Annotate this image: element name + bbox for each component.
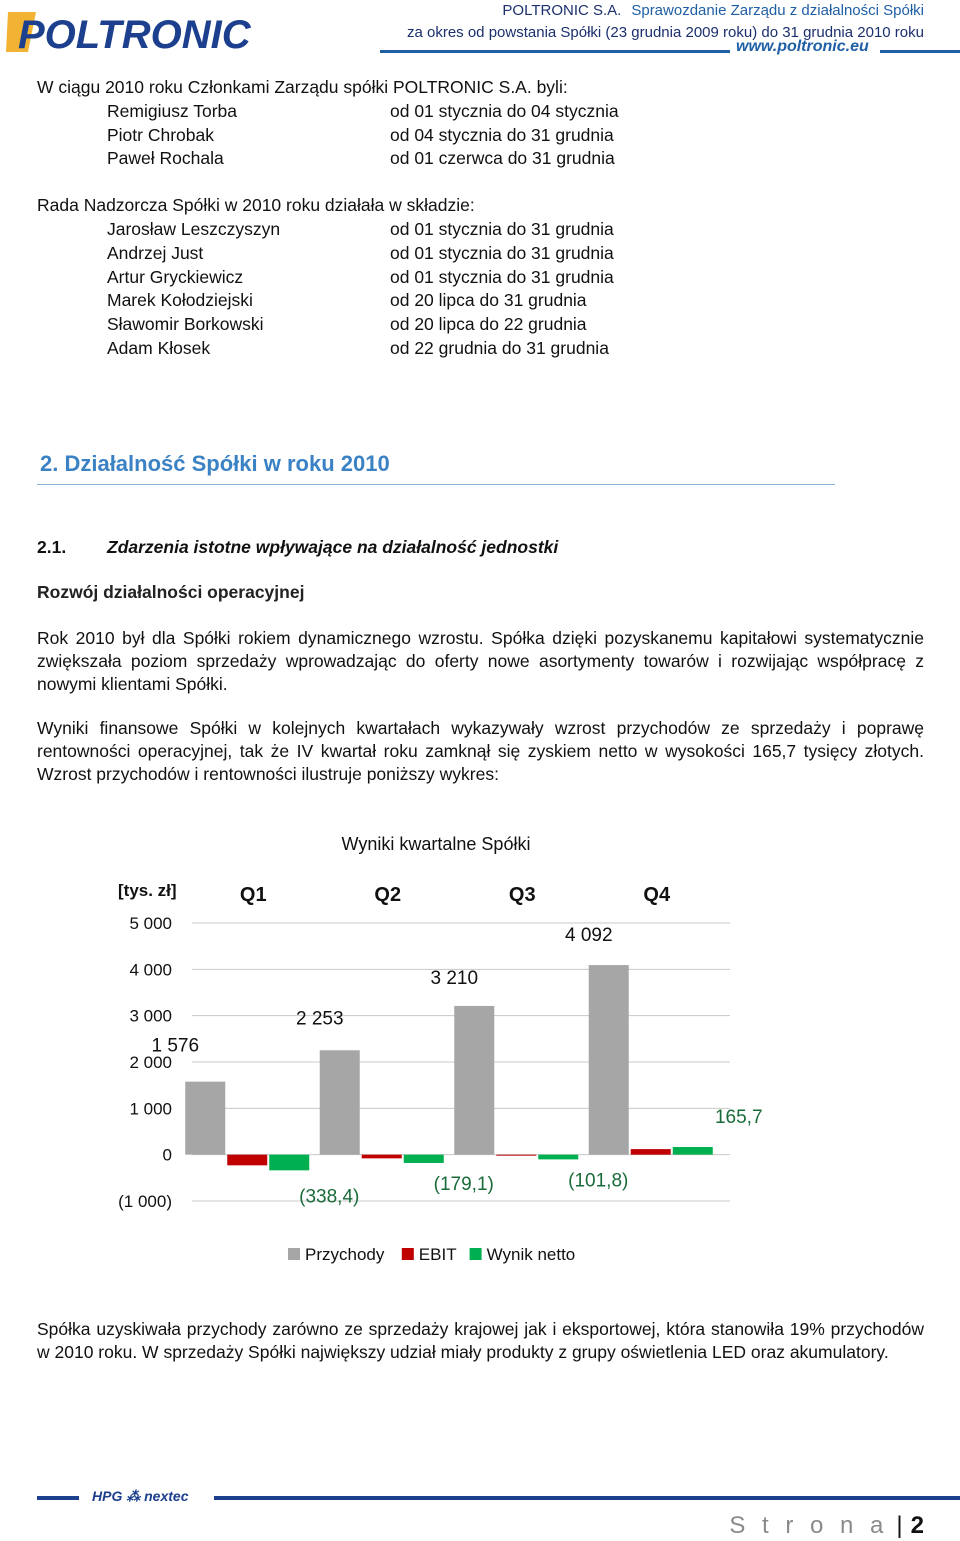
subsubsection-heading: Rozwój działalności operacyjnej (37, 582, 305, 602)
chart-bar-ebit (496, 1155, 536, 1156)
footer-rule-right (214, 1496, 960, 1500)
chart-bar-wynik-netto (538, 1155, 578, 1160)
chart-legend-swatch (470, 1248, 482, 1260)
chart-y-tick-label: (1 000) (118, 1192, 172, 1211)
chart-data-label: 4 092 (564, 925, 613, 947)
supervisory-member-period: od 01 stycznia do 31 grudnia (390, 243, 614, 263)
page-label: S t r o n a (729, 1512, 889, 1539)
poltronic-logo (6, 8, 288, 56)
subsection-title: Zdarzenia istotne wpływające na działalność jednostki (107, 537, 559, 557)
header-divider-right (880, 50, 960, 53)
supervisory-member-name: Sławomir Borkowski (107, 314, 264, 334)
logo-text: POLTRONIC (18, 13, 251, 56)
subsection-number: 2.1. (37, 537, 67, 557)
board-member-name: Remigiusz Torba (107, 101, 238, 121)
board-member-period: od 01 stycznia do 04 stycznia (390, 101, 619, 121)
paragraph-results: Wyniki finansowe Spółki w kolejnych kwartałach wykazywały wzrost przychodów ze sprzedaży i poprawę rentowności operacyjnej, tak że IV kwartał roku zamknął się zyskiem netto w wysokości 165,7 tysięcy złotych. Wzrost przychodów i rentowności ilustruje poniższy wykres: (37, 718, 924, 784)
chart-bar-wynik-netto (673, 1147, 713, 1155)
header-report-title: Sprawozdanie Zarządu z działalności Spółki (631, 2, 924, 19)
chart-y-tick-label: 3 000 (129, 1006, 172, 1026)
chart-y-tick-label: 2 000 (129, 1053, 172, 1072)
chart-bar-ebit (362, 1155, 402, 1159)
chart-data-label: (179,1) (433, 1173, 494, 1195)
chart-bar-ebit (631, 1149, 671, 1155)
chart-category-label: Q3 (508, 884, 536, 906)
chart-bar-przychody (320, 1050, 360, 1154)
supervisory-member-name: Artur Gryckiewicz (107, 267, 244, 287)
supervisory-member-name: Andrzej Just (107, 243, 204, 263)
subsection-heading (37, 537, 558, 558)
chart-bar-przychody (454, 1006, 494, 1155)
supervisory-member-period: od 20 lipca do 22 grudnia (390, 314, 587, 334)
chart-data-label: 3 210 (430, 967, 479, 989)
supervisory-intro: Rada Nadzorcza Spółki w 2010 roku działała w składzie: (37, 195, 475, 215)
footer-partner-logo: HPG ⁂ nextec (92, 1488, 189, 1504)
section-heading-rule (37, 484, 835, 485)
chart-bar-wynik-netto (269, 1155, 309, 1171)
supervisory-member-period: od 01 stycznia do 31 grudnia (390, 219, 614, 239)
paragraph-growth: Rok 2010 był dla Spółki rokiem dynamicznego wzrostu. Spółka dzięki pozyskanemu kapitałowi systematycznie zwiększała poziom sprzedaży wprowadzając do oferty nowe asortymenty towarów i rozwijając współpracę z nowymi klientami Spółki. (37, 628, 924, 694)
board-member-name: Paweł Rochala (107, 148, 224, 168)
board-member-name: Piotr Chrobak (107, 125, 214, 145)
page-number (729, 1512, 924, 1540)
chart-legend-label: Wynik netto (486, 1245, 576, 1264)
chart-title: Wyniki kwartalne Spółki (341, 834, 531, 854)
chart-data-label: 2 253 (295, 1008, 344, 1030)
chart-category-label: Q2 (374, 884, 402, 906)
quarterly-results-chart (100, 825, 820, 1285)
chart-bar-wynik-netto (404, 1155, 444, 1163)
board-member-period: od 04 stycznia do 31 grudnia (390, 125, 614, 145)
chart-data-label: (101,8) (568, 1170, 629, 1192)
header-period: za okres od powstania Spółki (23 grudnia 2009 roku) do 31 grudnia 2010 roku (406, 24, 924, 41)
supervisory-member-period: od 22 grudnia do 31 grudnia (390, 338, 609, 358)
section-heading: 2. Działalność Spółki w roku 2010 (40, 451, 390, 476)
chart-y-tick-label: 0 (162, 1145, 172, 1165)
chart-legend-swatch (402, 1248, 414, 1260)
chart-y-unit-label: [tys. zł] (118, 881, 177, 900)
board-member-period: od 01 czerwca do 31 grudnia (390, 148, 615, 168)
supervisory-member-period: od 20 lipca do 31 grudnia (390, 290, 587, 310)
footer-rule-left (37, 1496, 79, 1500)
chart-category-label: Q4 (643, 884, 671, 906)
header-divider (380, 50, 730, 53)
chart-y-tick-label: 4 000 (129, 960, 172, 980)
chart-legend-swatch (288, 1248, 300, 1260)
supervisory-member-name: Adam Kłosek (107, 338, 211, 358)
supervisory-member-name: Jarosław Leszczyszyn (107, 219, 281, 239)
chart-legend-label: Przychody (305, 1245, 385, 1264)
supervisory-member-period: od 01 stycznia do 31 grudnia (390, 267, 614, 287)
chart-data-label: 165,7 (714, 1106, 763, 1128)
chart-y-tick-label: 1 000 (129, 1099, 172, 1119)
chart-legend-label: EBIT (418, 1245, 457, 1264)
paragraph-sales: Spółka uzyskiwała przychody zarówno ze sprzedaży krajowej jak i eksportowej, która stanowiła 19% przychodów w 2010 roku. W sprzedaży Spółki największy udział miały produkty z grupy oświetlenia LED oraz akumulatory. (37, 1319, 924, 1362)
page-number-value: 2 (910, 1512, 924, 1539)
chart-bar-przychody (589, 965, 629, 1155)
chart-data-label: (338,4) (299, 1186, 360, 1208)
header-company: POLTRONIC S.A. (502, 2, 622, 19)
chart-data-label: 1 576 (151, 1035, 200, 1057)
page-separator: | (896, 1512, 903, 1539)
chart-category-label: Q1 (239, 884, 267, 906)
chart-y-tick-label: 5 000 (129, 914, 172, 933)
supervisory-member-name: Marek Kołodziejski (107, 290, 253, 310)
board-intro: W ciągu 2010 roku Członkami Zarządu spółki POLTRONIC S.A. byli: (37, 77, 568, 97)
chart-bar-przychody (185, 1082, 225, 1155)
header-title (502, 2, 924, 19)
header-url: www.poltronic.eu (736, 38, 869, 55)
chart-bar-ebit (227, 1155, 267, 1166)
